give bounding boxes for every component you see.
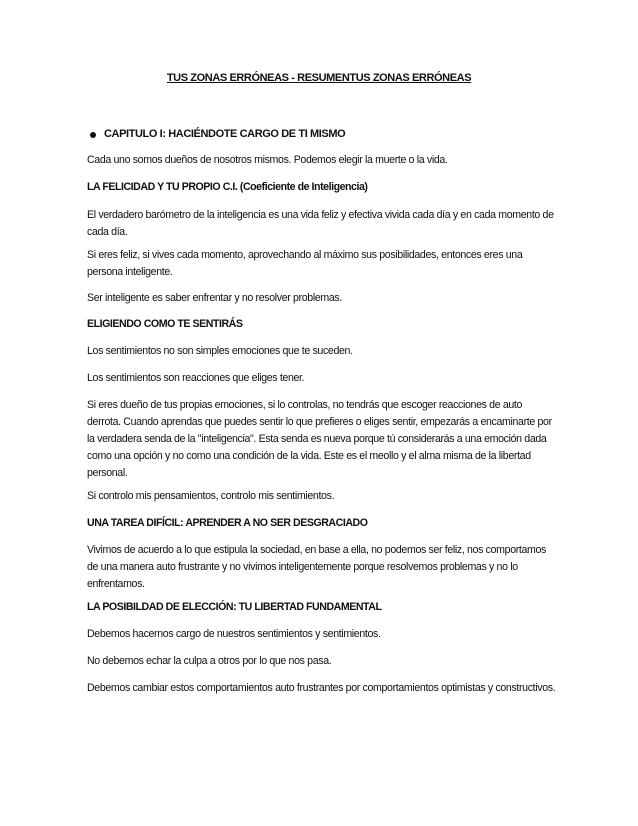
paragraph: Los sentimientos no son simples emociones que te suceden. [87,345,353,357]
paragraph: Debemos cambiar estos comportamientos auto frustrantes por comportamientos optimistas y constructivos. [87,682,556,694]
paragraph: Si eres feliz, si vives cada momento, aprovechando al máximo sus posibilidades, entonces eres una persona inteligente. [87,249,523,278]
section-heading: UNA TAREA DIFÍCIL: APRENDER A NO SER DESGRACIADO [87,517,368,529]
paragraph: Vivimos de acuerdo a lo que estipula la sociedad, en base a ella, no podemos ser feliz, nos comportamos de una manera auto frustrante y no vivimos inteligentemente porque resolvemos problemas y no lo enfrentamos. [87,544,547,590]
paragraph: Cada uno somos dueños de nosotros mismos. Podemos elegir la muerte o la vida. [87,154,448,166]
bullet-icon [90,132,96,138]
section-heading: LA POSIBILDAD DE ELECCIÓN: TU LIBERTAD FUNDAMENTAL [87,601,382,613]
paragraph: No debemos echar la culpa a otros por lo que nos pasa. [87,655,332,667]
chapter-bullet-item [104,128,345,140]
section-heading: ELIGIENDO COMO TE SENTIRÁS [87,318,243,330]
paragraph: Ser inteligente es saber enfrentar y no resolver problemas. [87,292,342,304]
chapter-heading: CAPITULO I: HACIÉNDOTE CARGO DE TI MISMO [104,128,346,140]
paragraph: Si controlo mis pensamientos, controlo mis sentimientos. [87,490,335,502]
paragraph: El verdadero barómetro de la inteligencia es una vida feliz y efectiva vivida cada día y en cada momento de cada día. [87,209,554,238]
paragraph: Los sentimientos son reacciones que eliges tener. [87,372,305,384]
paragraph: Si eres dueño de tus propias emociones, si lo controlas, no tendrás que escoger reacciones de auto derrota. Cuando aprendas que puedes sentir lo que prefieres o eliges sentir, empezarás a encaminarte por la verdadera senda de la "inteligencia". Esta senda es nueva porque tú considerarás a una emoción dada como una opción y no como una condición de la vida. Este es el meollo y el alma misma de la libertad personal. [87,399,552,479]
section-heading: LA FELICIDAD Y TU PROPIO C.I. (Coeficiente de Inteligencia) [87,181,368,193]
paragraph: Debemos hacernos cargo de nuestros sentimientos y sentimientos. [87,628,381,640]
document-title: TUS ZONAS ERRÓNEAS - RESUMENTUS ZONAS ERRÓNEAS [166,72,472,84]
